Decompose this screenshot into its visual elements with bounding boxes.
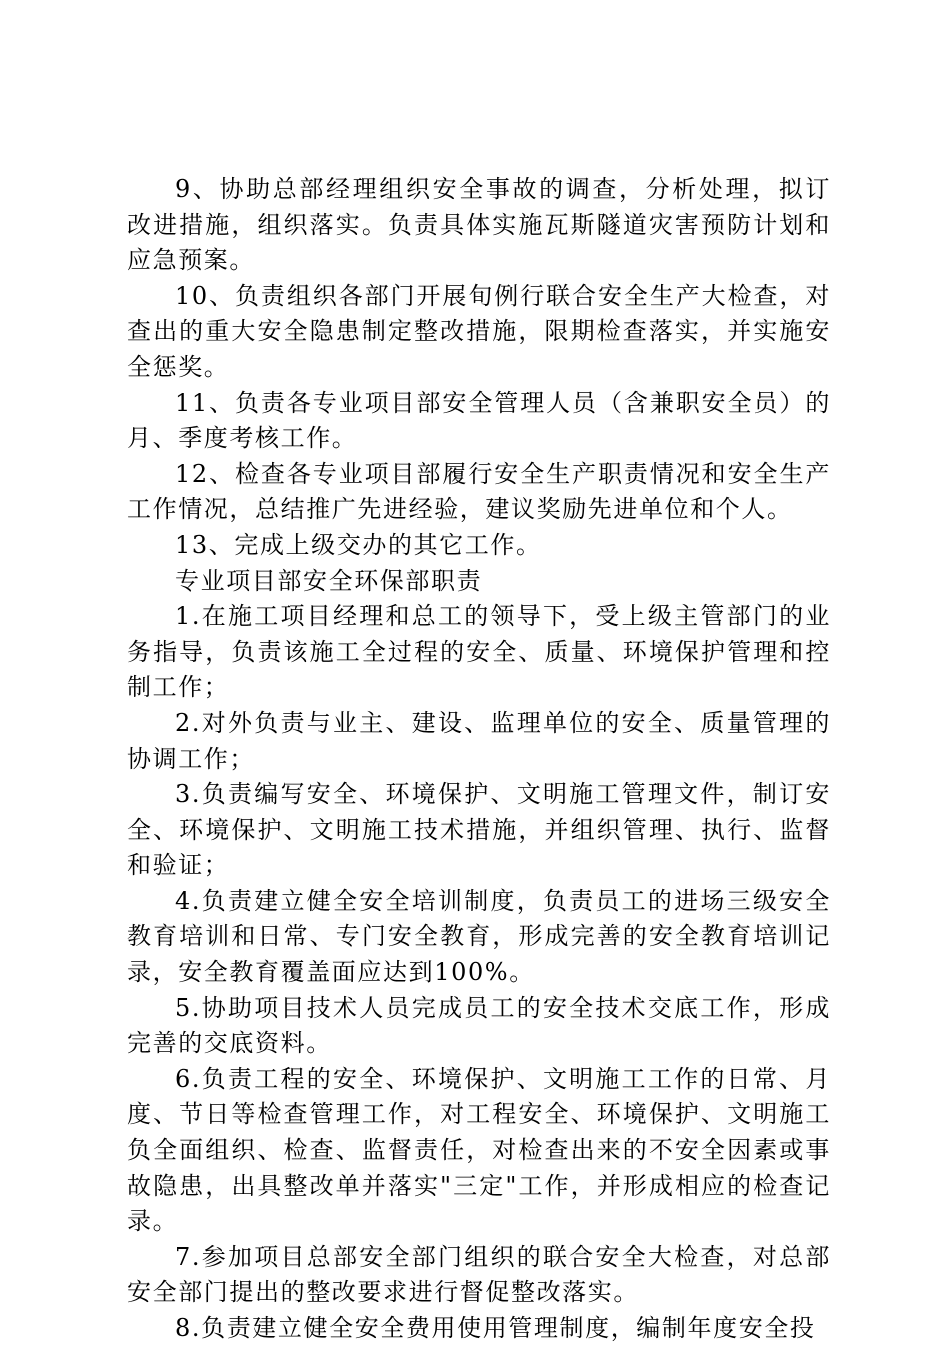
duty-item-6: 6.负责工程的安全、环境保护、文明施工工作的日常、月度、节日等检查管理工作，对工程安全、环境保护、文明施工负全面组织、检查、监督责任，对检查出来的不安全因素或事故隐患，出具整改单并落实"三定"工作，并形成相应的检查记录。 bbox=[127, 1064, 831, 1236]
paragraph-item-9: 9、协助总部经理组织安全事故的调查，分析处理，拟订改进措施，组织落实。负责具体实施瓦斯隧道灾害预防计划和应急预案。 bbox=[127, 175, 831, 275]
document-body bbox=[127, 172, 831, 1347]
paragraph-item-12: 12、检查各专业项目部履行安全生产职责情况和安全生产工作情况，总结推广先进经验，建议奖励先进单位和个人。 bbox=[127, 459, 831, 524]
duty-item-4: 4.负责建立健全安全培训制度，负责员工的进场三级安全教育培训和日常、专门安全教育，形成完善的安全教育培训记录，安全教育覆盖面应达到100%。 bbox=[127, 886, 831, 987]
duty-item-5: 5.协助项目技术人员完成员工的安全技术交底工作，形成完善的交底资料。 bbox=[127, 993, 831, 1058]
section-heading: 专业项目部安全环保部职责 bbox=[175, 566, 483, 595]
paragraph-item-10: 10、负责组织各部门开展旬例行联合安全生产大检查，对查出的重大安全隐患制定整改措施，限期检查落实，并实施安全惩奖。 bbox=[127, 281, 831, 381]
duty-item-3: 3.负责编写安全、环境保护、文明施工管理文件，制订安全、环境保护、文明施工技术措施，并组织管理、执行、监督和验证； bbox=[127, 780, 831, 880]
duty-item-1: 1.在施工项目经理和总工的领导下，受上级主管部门的业务指导，负责该施工全过程的安全、质量、环境保护管理和控制工作； bbox=[127, 602, 831, 702]
duty-item-7: 7.参加项目总部安全部门组织的联合安全大检查，对总部安全部门提出的整改要求进行督促整改落实。 bbox=[127, 1242, 831, 1307]
paragraph-item-13: 13、完成上级交办的其它工作。 bbox=[175, 530, 542, 559]
duty-item-8: 8.负责建立健全安全费用使用管理制度，编制年度安全投 bbox=[175, 1314, 816, 1342]
paragraph-item-11: 11、负责各专业项目部安全管理人员（含兼职安全员）的月、季度考核工作。 bbox=[127, 388, 831, 453]
duty-item-2: 2.对外负责与业主、建设、监理单位的安全、质量管理的协调工作； bbox=[127, 708, 831, 773]
